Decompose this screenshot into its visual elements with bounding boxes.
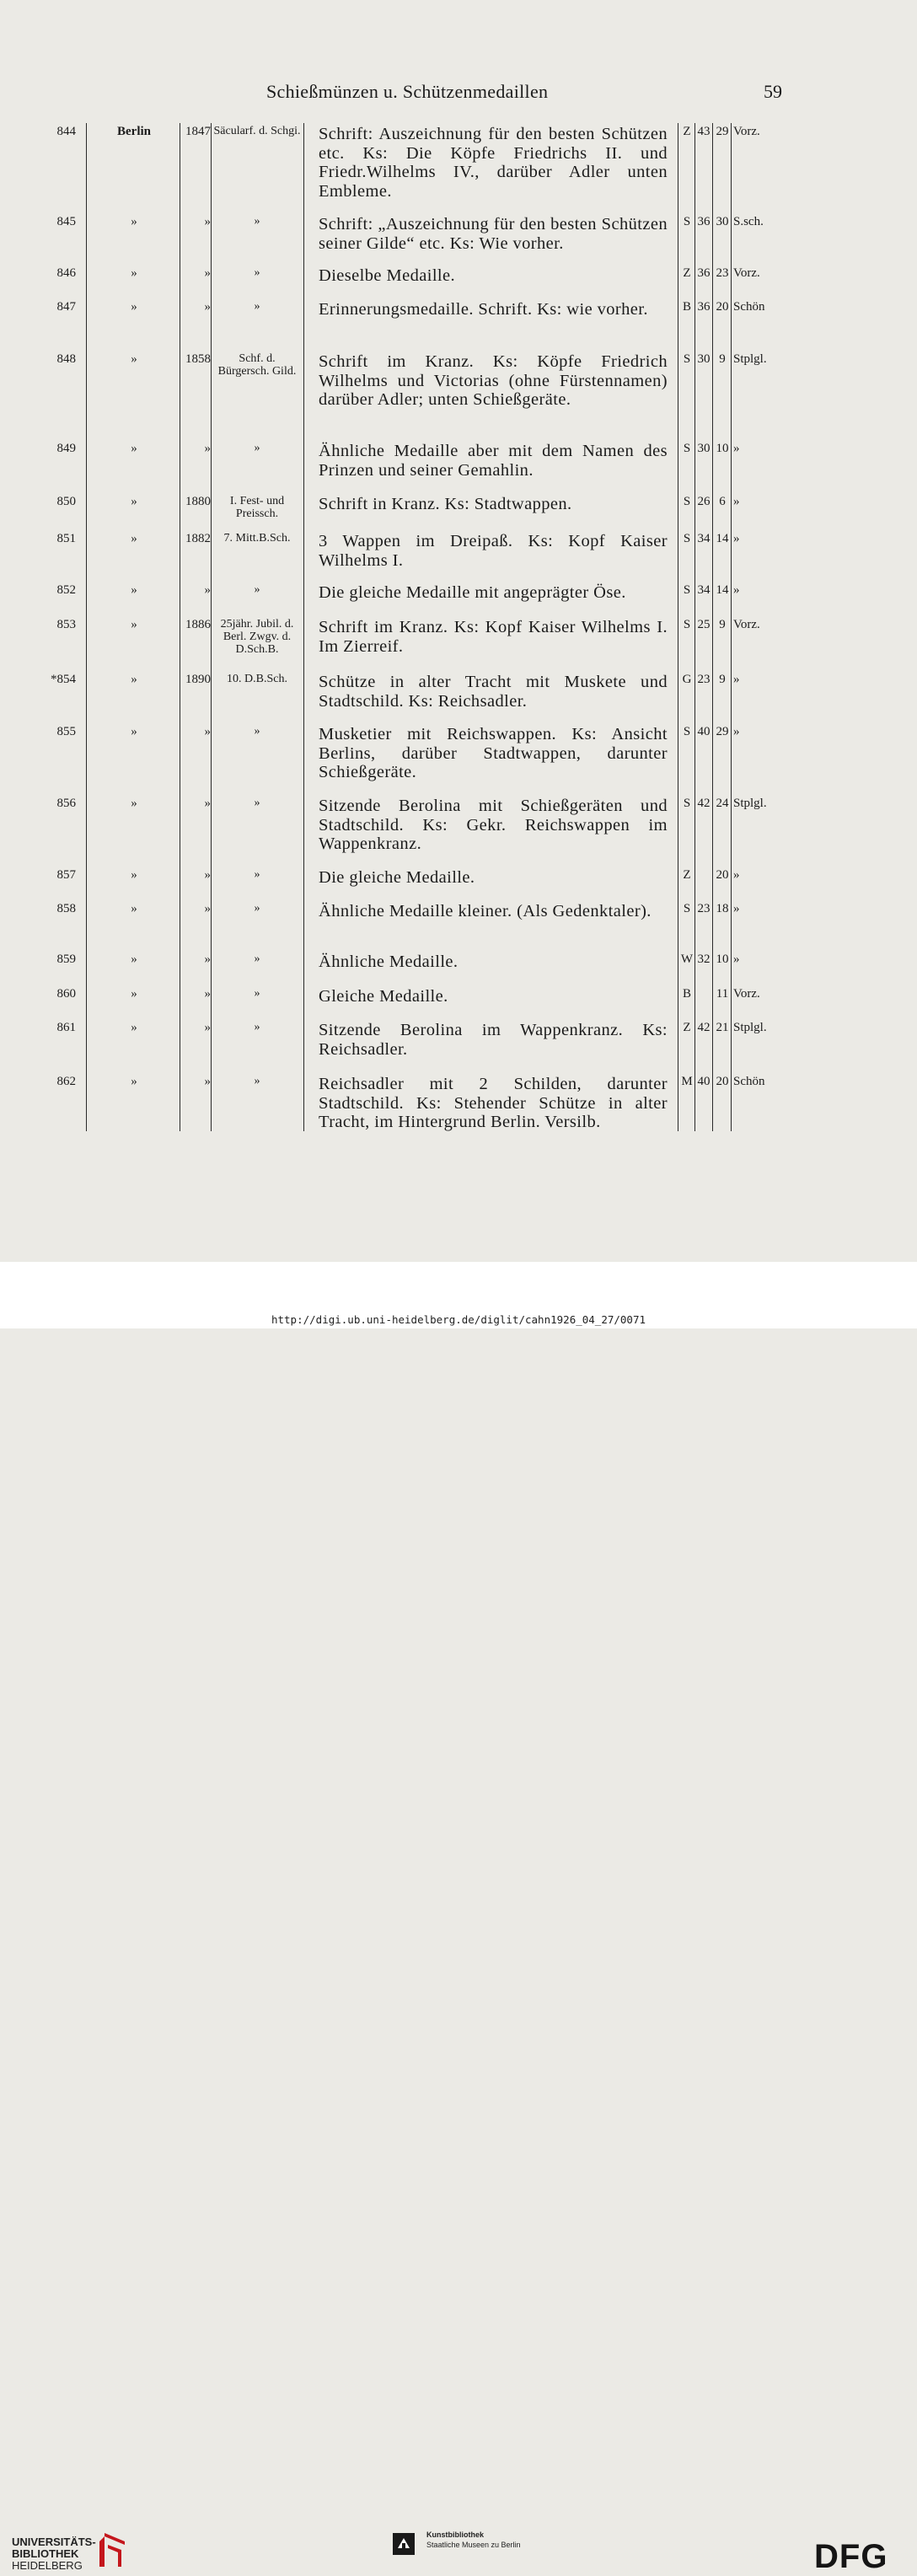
- entry-condition: Vorz.: [733, 618, 760, 631]
- entry-metal: S: [683, 797, 691, 810]
- entry-occasion: »: [254, 953, 260, 965]
- entry-weight: 10: [716, 442, 729, 455]
- entry-condition: S.sch.: [733, 215, 764, 228]
- entry-year: »: [204, 1021, 211, 1034]
- entry-occasion: »: [254, 725, 260, 738]
- entry-occasion: »: [254, 797, 260, 809]
- dfg-logo[interactable]: DFG: [814, 2538, 888, 2575]
- entry-weight: 20: [716, 868, 729, 882]
- running-header: Schießmünzen u. Schützenmedaillen: [266, 81, 549, 102]
- entry-description: Sitzende Berolina mit Schießgeräten und Stadtschild. Ks: Gekr. Reichswappen im Wappenkranz.: [319, 797, 668, 853]
- entry-metal: B: [682, 987, 691, 1001]
- entry-condition: »: [733, 953, 740, 966]
- entry-occasion: »: [254, 1021, 260, 1033]
- entry-size: 26: [697, 495, 711, 508]
- entry-metal: B: [682, 300, 691, 314]
- entry-place: »: [131, 266, 137, 280]
- entry-occasion: 10. D.B.Sch.: [227, 673, 287, 685]
- entry-occasion: »: [254, 215, 260, 228]
- entry-description: Schrift im Kranz. Ks: Kopf Kaiser Wilhelms I. Im Zierreif.: [319, 618, 668, 656]
- entry-description: Erinnerungsmedaille. Schrift. Ks: wie vorher.: [319, 300, 648, 319]
- entry-number: 844: [56, 125, 76, 138]
- entry-year: 1890: [185, 673, 211, 686]
- entry-occasion: »: [254, 987, 260, 1000]
- entry-number: 861: [56, 1021, 76, 1034]
- entry-weight: 9: [719, 673, 726, 686]
- entry-place: »: [131, 1021, 137, 1034]
- entry-occasion: »: [254, 902, 260, 915]
- entry-weight: 20: [716, 1075, 729, 1088]
- entry-weight: 14: [716, 583, 729, 597]
- entry-metal: Z: [683, 868, 691, 882]
- entry-weight: 23: [716, 266, 729, 280]
- entry-size: 43: [697, 125, 711, 138]
- entry-description: Musketier mit Reichswappen. Ks: Ansicht Berlins, darüber Stadtwappen, darunter Schießgeräte.: [319, 725, 668, 781]
- entry-condition: Schön: [733, 300, 765, 314]
- entry-place: »: [131, 953, 137, 966]
- entry-number: 857: [56, 868, 76, 882]
- entry-weight: 20: [716, 300, 729, 314]
- entry-metal: W: [680, 953, 694, 966]
- entry-year: »: [204, 1075, 211, 1088]
- entry-metal: S: [683, 725, 691, 738]
- entry-description: Die gleiche Medaille.: [319, 868, 475, 887]
- entry-number: 853: [56, 618, 76, 631]
- entry-description: Die gleiche Medaille mit angeprägter Öse.: [319, 583, 626, 602]
- entry-number: *854: [51, 673, 76, 686]
- entry-weight: 9: [719, 352, 726, 366]
- entry-occasion: Schf. d. Bürgersch. Gild.: [217, 352, 297, 378]
- page-number: 59: [764, 81, 782, 102]
- entry-condition: Vorz.: [733, 266, 760, 280]
- entry-metal: G: [682, 673, 692, 686]
- entry-metal: Z: [683, 266, 691, 280]
- library-name-line: UNIVERSITÄTS-: [12, 2536, 96, 2548]
- column-rule: [211, 123, 212, 1131]
- entry-place: »: [131, 673, 137, 686]
- entry-place: »: [131, 1075, 137, 1088]
- entry-year: 1880: [185, 495, 211, 508]
- entry-year: »: [204, 583, 211, 597]
- column-rule: [303, 123, 304, 1131]
- entry-number: 845: [56, 215, 76, 228]
- entry-weight: 29: [716, 725, 729, 738]
- entry-metal: S: [683, 215, 691, 228]
- entry-condition: Vorz.: [733, 125, 760, 138]
- entry-description: Schrift: Auszeichnung für den besten Schützen etc. Ks: Die Köpfe Friedrichs II. und Friedr.Wilhelms IV., darüber Adler unten Embleme.: [319, 125, 668, 201]
- entry-place: »: [131, 442, 137, 455]
- entry-place: »: [131, 725, 137, 738]
- entry-size: 32: [697, 953, 711, 966]
- ub-heidelberg-logo-icon[interactable]: [93, 2530, 130, 2570]
- entry-size: 34: [697, 532, 711, 545]
- entry-place: »: [131, 215, 137, 228]
- entry-size: 23: [697, 902, 711, 915]
- entry-metal: S: [683, 442, 691, 455]
- entry-number: 862: [56, 1075, 76, 1088]
- entry-place: »: [131, 495, 137, 508]
- entry-condition: »: [733, 583, 740, 597]
- entry-number: 851: [56, 532, 76, 545]
- entry-place: »: [131, 300, 137, 314]
- entry-occasion: »: [254, 868, 260, 881]
- entry-occasion: »: [254, 300, 260, 313]
- entry-weight: 11: [716, 987, 729, 1001]
- entry-description: Ähnliche Medaille.: [319, 953, 458, 971]
- document-page: [0, 0, 917, 1262]
- entry-year: 1847: [185, 125, 211, 138]
- entry-place: »: [131, 352, 137, 366]
- entry-weight: 14: [716, 532, 729, 545]
- entry-condition: Stplgl.: [733, 1021, 767, 1034]
- entry-occasion: Säcularf. d. Schgi.: [213, 125, 301, 137]
- entry-condition: »: [733, 673, 740, 686]
- entry-metal: S: [683, 352, 691, 366]
- entry-condition: Stplgl.: [733, 797, 767, 810]
- entry-year: »: [204, 868, 211, 882]
- entry-size: 40: [697, 725, 711, 738]
- entry-metal: S: [683, 902, 691, 915]
- entry-description: Schrift im Kranz. Ks: Köpfe Friedrich Wilhelms und Victorias (ohne Fürstennamen) darüber Adler; unten Schießgeräte.: [319, 352, 668, 409]
- entry-number: 850: [56, 495, 76, 508]
- entry-place: »: [131, 618, 137, 631]
- entry-weight: 30: [716, 215, 729, 228]
- entry-weight: 18: [716, 902, 729, 915]
- entry-description: Reichsadler mit 2 Schilden, darunter Stadtschild. Ks: Stehender Schütze in alter Tracht, im Hintergrund Berlin. Versilb.: [319, 1075, 668, 1131]
- entry-occasion: 25jähr. Jubil. d. Berl. Zwgv. d. D.Sch.B.: [220, 618, 294, 656]
- entry-occasion: »: [254, 266, 260, 279]
- entry-number: 856: [56, 797, 76, 810]
- entry-number: 855: [56, 725, 76, 738]
- entry-year: »: [204, 725, 211, 738]
- entry-size: 42: [697, 797, 711, 810]
- entry-place: »: [131, 902, 137, 915]
- entry-condition: Stplgl.: [733, 352, 767, 366]
- entry-year: »: [204, 266, 211, 280]
- entry-year: »: [204, 987, 211, 1001]
- entry-size: 34: [697, 583, 711, 597]
- entry-condition: »: [733, 902, 740, 915]
- library-name-line: BIBLIOTHEK: [12, 2547, 79, 2560]
- entry-condition: »: [733, 442, 740, 455]
- entry-metal: S: [683, 583, 691, 597]
- entry-year: 1886: [185, 618, 211, 631]
- entry-size: 36: [697, 215, 711, 228]
- entry-year: 1882: [185, 532, 211, 545]
- entry-place: »: [131, 987, 137, 1001]
- entry-number: 860: [56, 987, 76, 1001]
- entry-size: 23: [697, 673, 711, 686]
- entry-year: »: [204, 797, 211, 810]
- entry-description: Schrift in Kranz. Ks: Stadtwappen.: [319, 495, 572, 513]
- entry-weight: 21: [716, 1021, 729, 1034]
- entry-description: Sitzende Berolina im Wappenkranz. Ks: Reichsadler.: [319, 1021, 668, 1059]
- entry-weight: 10: [716, 953, 729, 966]
- entry-size: 36: [697, 266, 711, 280]
- entry-year: »: [204, 902, 211, 915]
- entry-metal: S: [683, 618, 691, 631]
- entry-year: 1858: [185, 352, 211, 366]
- kunstbibliothek-logo-icon[interactable]: [393, 2533, 415, 2555]
- column-rule: [86, 123, 87, 1131]
- entry-description: Dieselbe Medaille.: [319, 266, 456, 285]
- kunstbibliothek-logo-text[interactable]: [426, 2530, 521, 2550]
- entry-number: 852: [56, 583, 76, 597]
- entry-weight: 29: [716, 125, 729, 138]
- entry-description: Schütze in alter Tracht mit Muskete und Stadtschild. Ks: Reichsadler.: [319, 673, 668, 711]
- ub-heidelberg-logo-text[interactable]: [12, 2536, 96, 2572]
- entry-metal: Z: [683, 1021, 691, 1034]
- library-name-line: HEIDELBERG: [12, 2559, 83, 2572]
- kb-name: Kunstbibliothek: [426, 2530, 484, 2539]
- entry-occasion: »: [254, 1075, 260, 1087]
- entry-description: Ähnliche Medaille aber mit dem Namen des Prinzen und seiner Gemahlin.: [319, 442, 668, 480]
- kb-subtitle: Staatliche Museen zu Berlin: [426, 2541, 521, 2549]
- entry-occasion: »: [254, 442, 260, 454]
- entry-occasion: 7. Mitt.B.Sch.: [223, 532, 291, 545]
- entry-metal: Z: [683, 125, 691, 138]
- entry-description: 3 Wappen im Dreipaß. Ks: Kopf Kaiser Wilhelms I.: [319, 532, 668, 570]
- entry-occasion: I. Fest- und Preissch.: [229, 495, 285, 520]
- entry-condition: »: [733, 868, 740, 882]
- entry-weight: 24: [716, 797, 729, 810]
- entry-description: Gleiche Medaille.: [319, 987, 448, 1006]
- entry-metal: S: [683, 495, 691, 508]
- entry-condition: Vorz.: [733, 987, 760, 1001]
- entry-metal: S: [683, 532, 691, 545]
- entry-year: »: [204, 300, 211, 314]
- entry-occasion: »: [254, 583, 260, 596]
- entry-number: 846: [56, 266, 76, 280]
- entry-size: 36: [697, 300, 711, 314]
- entry-size: 42: [697, 1021, 711, 1034]
- entry-description: Schrift: „Auszeichnung für den besten Schützen seiner Gilde“ etc. Ks: Wie vorher.: [319, 215, 668, 253]
- source-url[interactable]: http://digi.ub.uni-heidelberg.de/diglit/cahn1926_04_27/0071: [271, 1313, 646, 1326]
- entry-size: 30: [697, 352, 711, 366]
- entry-weight: 9: [719, 618, 726, 631]
- entry-size: 30: [697, 442, 711, 455]
- entry-place: Berlin: [117, 125, 151, 138]
- entry-year: »: [204, 215, 211, 228]
- entry-number: 858: [56, 902, 76, 915]
- entry-place: »: [131, 868, 137, 882]
- entry-place: »: [131, 797, 137, 810]
- entry-weight: 6: [719, 495, 726, 508]
- entry-condition: »: [733, 495, 740, 508]
- entry-condition: »: [733, 725, 740, 738]
- entry-size: 25: [697, 618, 711, 631]
- entry-place: »: [131, 583, 137, 597]
- entry-condition: »: [733, 532, 740, 545]
- entry-place: »: [131, 532, 137, 545]
- entry-year: »: [204, 442, 211, 455]
- entry-year: »: [204, 953, 211, 966]
- entry-metal: M: [681, 1075, 693, 1088]
- entry-number: 847: [56, 300, 76, 314]
- entry-number: 849: [56, 442, 76, 455]
- entry-size: 40: [697, 1075, 711, 1088]
- entry-number: 848: [56, 352, 76, 366]
- entry-number: 859: [56, 953, 76, 966]
- entry-description: Ähnliche Medaille kleiner. (Als Gedenktaler).: [319, 902, 652, 920]
- entry-condition: Schön: [733, 1075, 765, 1088]
